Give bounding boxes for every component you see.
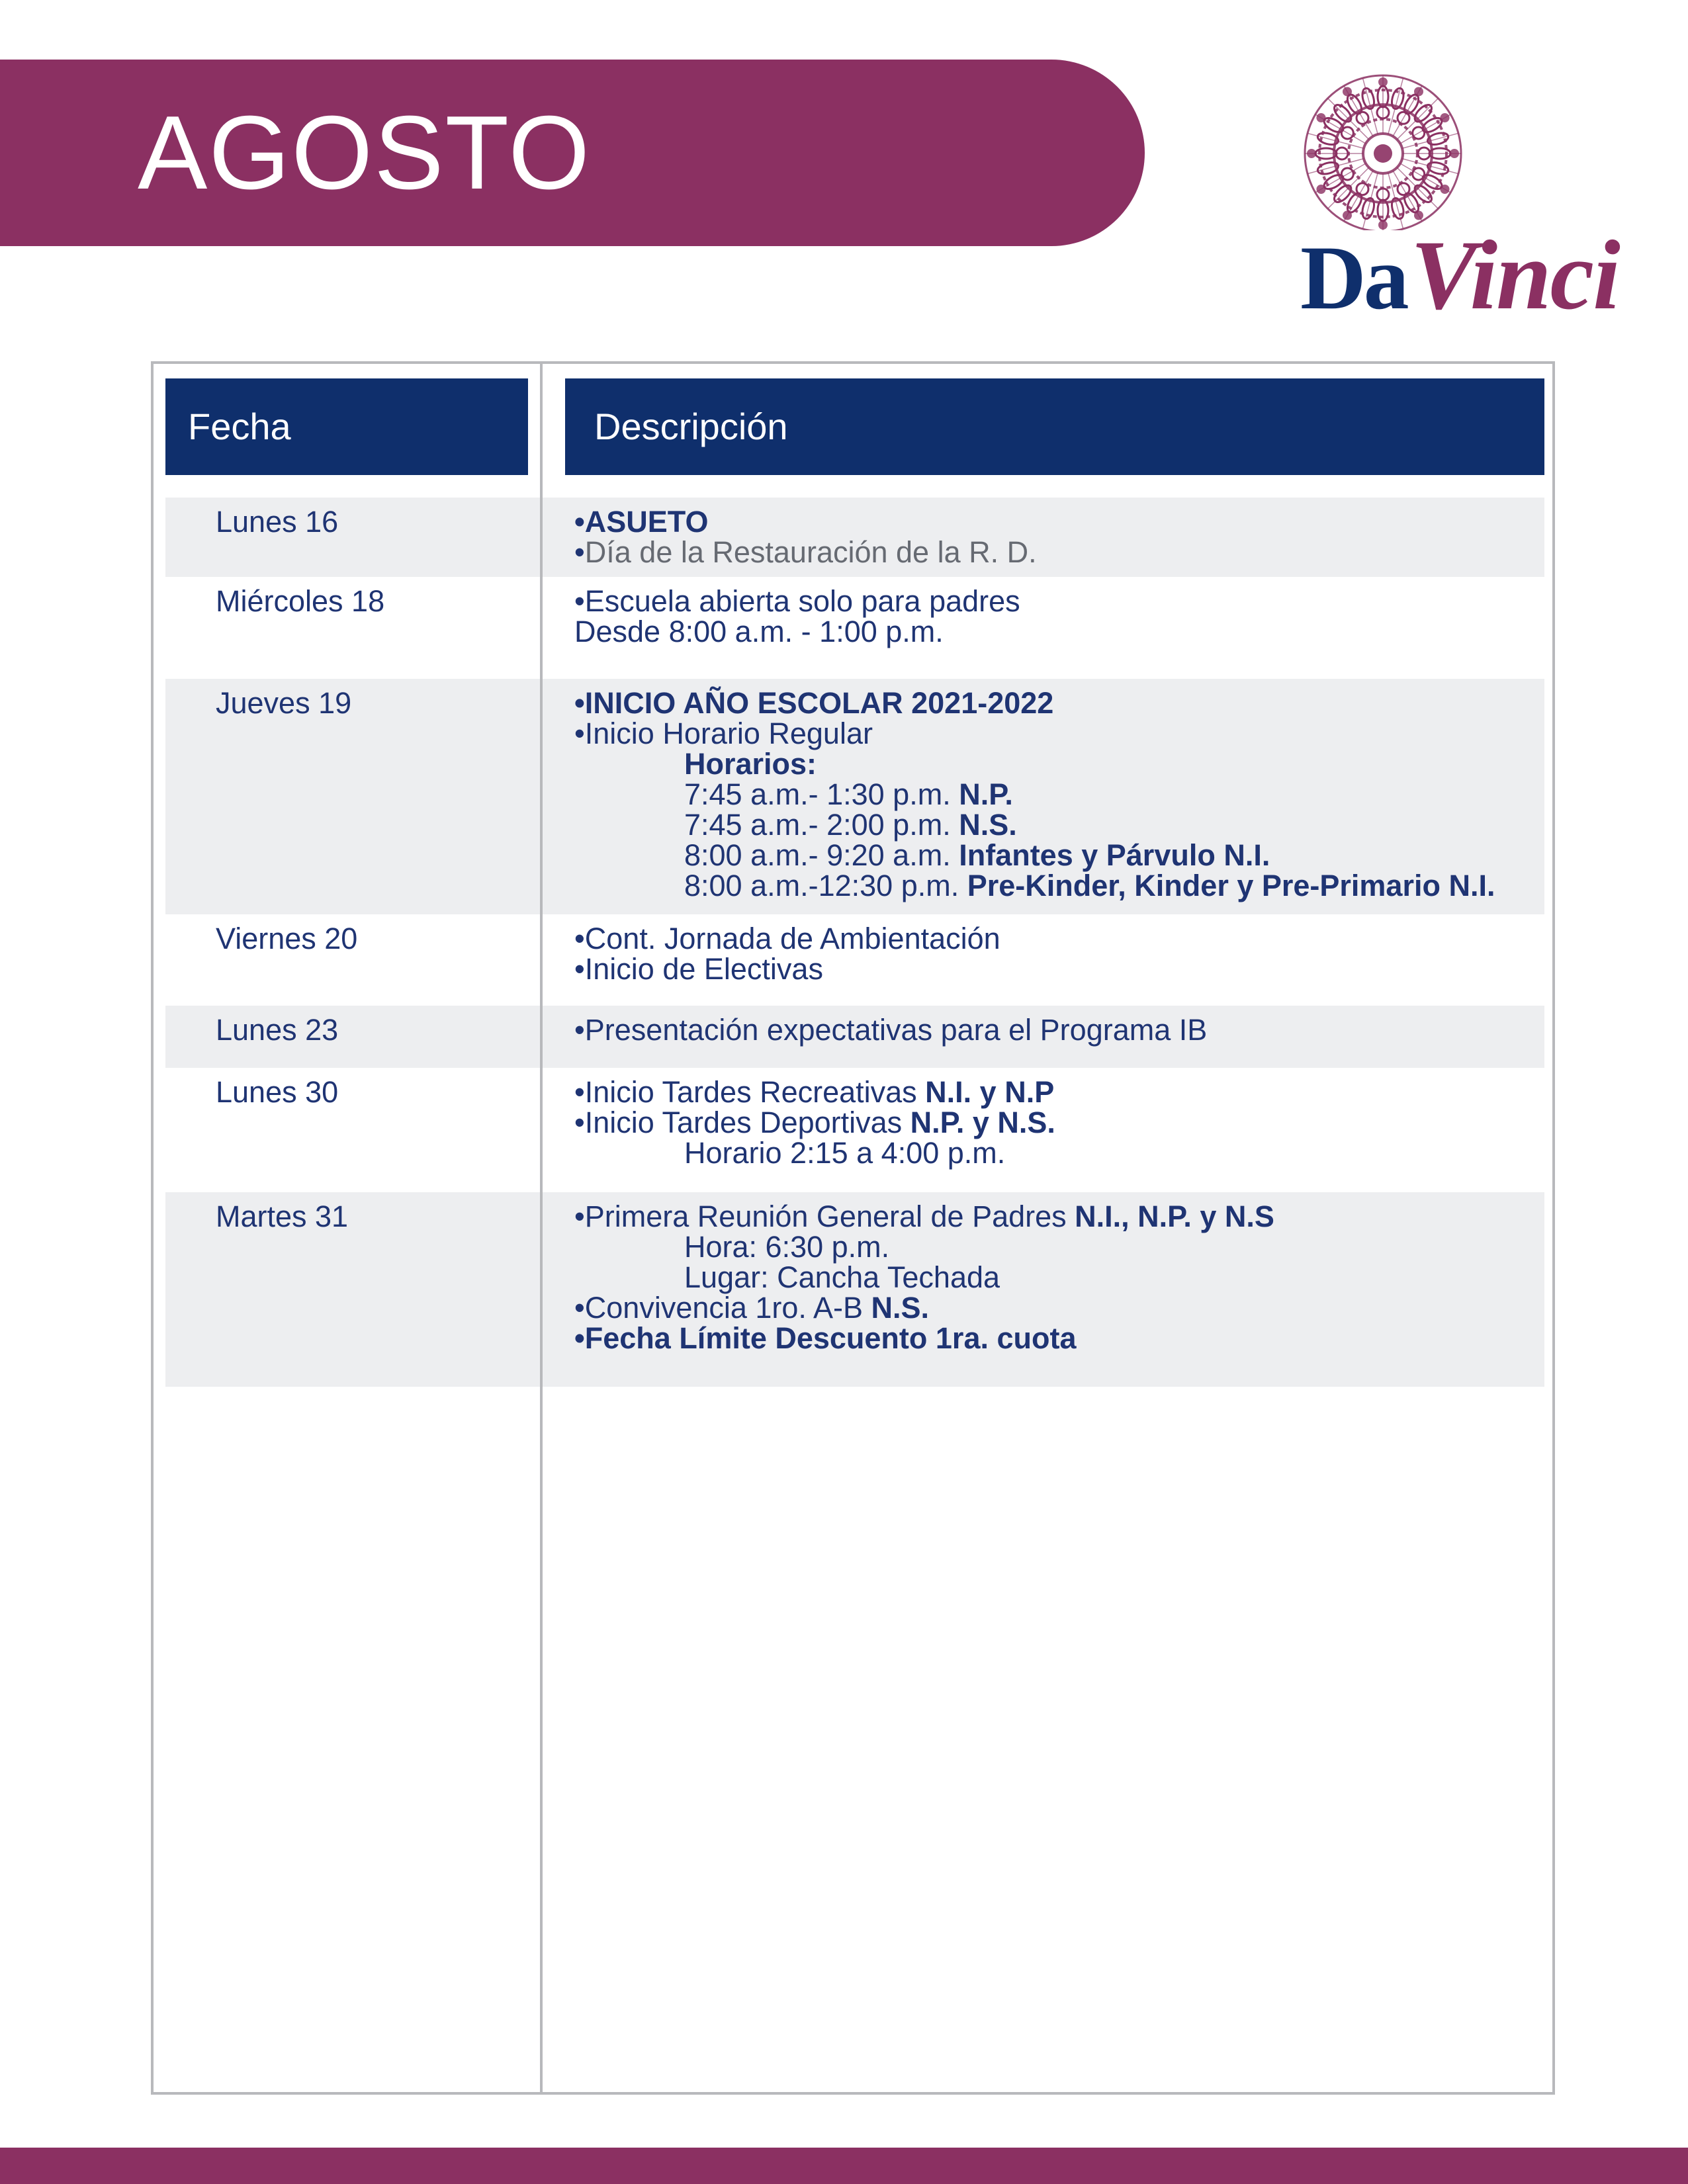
description-line <box>574 840 1554 871</box>
bullet: • <box>574 505 585 539</box>
description-line <box>574 1015 1554 1045</box>
column-header-date: Fecha <box>165 378 528 475</box>
logo-text-da: Da <box>1300 227 1407 328</box>
date-cell: Lunes 16 <box>216 505 339 539</box>
description-bold-text: Infantes y Párvulo N.I. <box>959 838 1270 872</box>
table-row <box>165 498 1544 577</box>
description-cell <box>574 1201 1554 1354</box>
bullet: • <box>574 1106 585 1139</box>
description-line <box>574 1262 1554 1293</box>
table-row <box>165 679 1544 914</box>
description-cell <box>574 1015 1554 1045</box>
description-bold-text: N.I., N.P. y N.S <box>1075 1200 1274 1233</box>
description-bold-text: INICIO AÑO ESCOLAR 2021-2022 <box>584 686 1054 720</box>
bullet: • <box>574 1200 585 1233</box>
description-text: 8:00 a.m.- 9:20 a.m. <box>684 838 959 872</box>
bullet: • <box>574 1075 585 1109</box>
description-text: Presentación expectativas para el Programa IB <box>584 1013 1208 1047</box>
description-line <box>574 507 1554 537</box>
bullet: • <box>574 1013 585 1047</box>
description-text: Primera Reunión General de Padres <box>584 1200 1075 1233</box>
description-text: Escuela abierta solo para padres <box>584 584 1020 618</box>
description-bold-text: N.I. y N.P <box>925 1075 1055 1109</box>
date-cell: Jueves 19 <box>216 686 352 720</box>
description-line <box>574 954 1554 984</box>
description-text: Inicio Tardes Deportivas <box>584 1106 911 1139</box>
description-text: Convivencia 1ro. A-B <box>584 1291 871 1325</box>
description-text: Inicio Tardes Recreativas <box>584 1075 926 1109</box>
description-line <box>574 688 1554 719</box>
description-line <box>574 871 1554 901</box>
description-line <box>574 1232 1554 1262</box>
bullet: • <box>574 922 585 955</box>
description-bold-text: N.S. <box>959 808 1017 842</box>
description-line <box>574 537 1554 568</box>
description-text: 8:00 a.m.-12:30 p.m. <box>684 869 967 902</box>
description-line <box>574 586 1554 617</box>
description-bold-text: N.P. y N.S. <box>910 1106 1055 1139</box>
description-line <box>574 1077 1554 1108</box>
description-line <box>574 924 1554 954</box>
description-bold-text: ASUETO <box>584 505 709 539</box>
description-bold-text: Horarios: <box>684 747 817 781</box>
date-cell: Lunes 23 <box>216 1013 339 1047</box>
description-cell <box>574 924 1554 984</box>
description-bold-text: Fecha Límite Descuento 1ra. cuota <box>584 1321 1077 1355</box>
description-text: Día de la Restauración de la R. D. <box>584 535 1037 569</box>
table-row <box>165 1192 1544 1387</box>
description-line <box>574 1108 1554 1138</box>
bullet: • <box>574 686 585 720</box>
description-line <box>574 1323 1554 1354</box>
description-text: Inicio Horario Regular <box>584 717 873 750</box>
description-cell <box>574 688 1554 901</box>
description-cell <box>574 507 1554 568</box>
table-row <box>165 914 1544 1006</box>
bullet: • <box>574 584 585 618</box>
logo-wordmark <box>1300 218 1619 330</box>
description-bold-text: N.P. <box>959 777 1013 811</box>
footer-bar <box>0 2148 1688 2184</box>
table-row <box>165 1068 1544 1192</box>
bullet: • <box>574 535 585 569</box>
description-text: 7:45 a.m.- 2:00 p.m. <box>684 808 959 842</box>
description-text: Hora: 6:30 p.m. <box>684 1230 890 1264</box>
date-cell: Lunes 30 <box>216 1075 339 1109</box>
description-line <box>574 719 1554 749</box>
description-line <box>574 617 1554 647</box>
description-text: Desde 8:00 a.m. - 1:00 p.m. <box>574 615 944 648</box>
description-text: Lugar: Cancha Techada <box>684 1260 1000 1294</box>
date-cell: Martes 31 <box>216 1200 349 1233</box>
description-bold-text: N.S. <box>871 1291 930 1325</box>
mandala-icon <box>1300 71 1605 230</box>
logo-text-vinci: Vinci <box>1410 220 1619 330</box>
description-line <box>574 810 1554 840</box>
date-cell: Viernes 20 <box>216 922 358 955</box>
page-title: AGOSTO <box>138 95 592 211</box>
bullet: • <box>574 1291 585 1325</box>
description-line <box>574 1293 1554 1323</box>
table-row <box>165 577 1544 679</box>
description-line <box>574 779 1554 810</box>
description-line <box>574 1201 1554 1232</box>
school-logo <box>1300 71 1619 330</box>
description-text: 7:45 a.m.- 1:30 p.m. <box>684 777 959 811</box>
description-line <box>574 749 1554 779</box>
table-row <box>165 1006 1544 1068</box>
description-text: Inicio de Electivas <box>584 952 823 986</box>
bullet: • <box>574 717 585 750</box>
bullet: • <box>574 1321 585 1355</box>
description-bold-text: Pre-Kinder, Kinder y Pre-Primario N.I. <box>967 869 1495 902</box>
description-cell <box>574 1077 1554 1168</box>
column-header-description: Descripción <box>565 378 1544 475</box>
date-cell: Miércoles 18 <box>216 584 385 618</box>
description-line <box>574 1138 1554 1168</box>
description-text: Cont. Jornada de Ambientación <box>584 922 1000 955</box>
description-text: Horario 2:15 a 4:00 p.m. <box>684 1136 1006 1170</box>
description-cell <box>574 586 1554 647</box>
bullet: • <box>574 952 585 986</box>
